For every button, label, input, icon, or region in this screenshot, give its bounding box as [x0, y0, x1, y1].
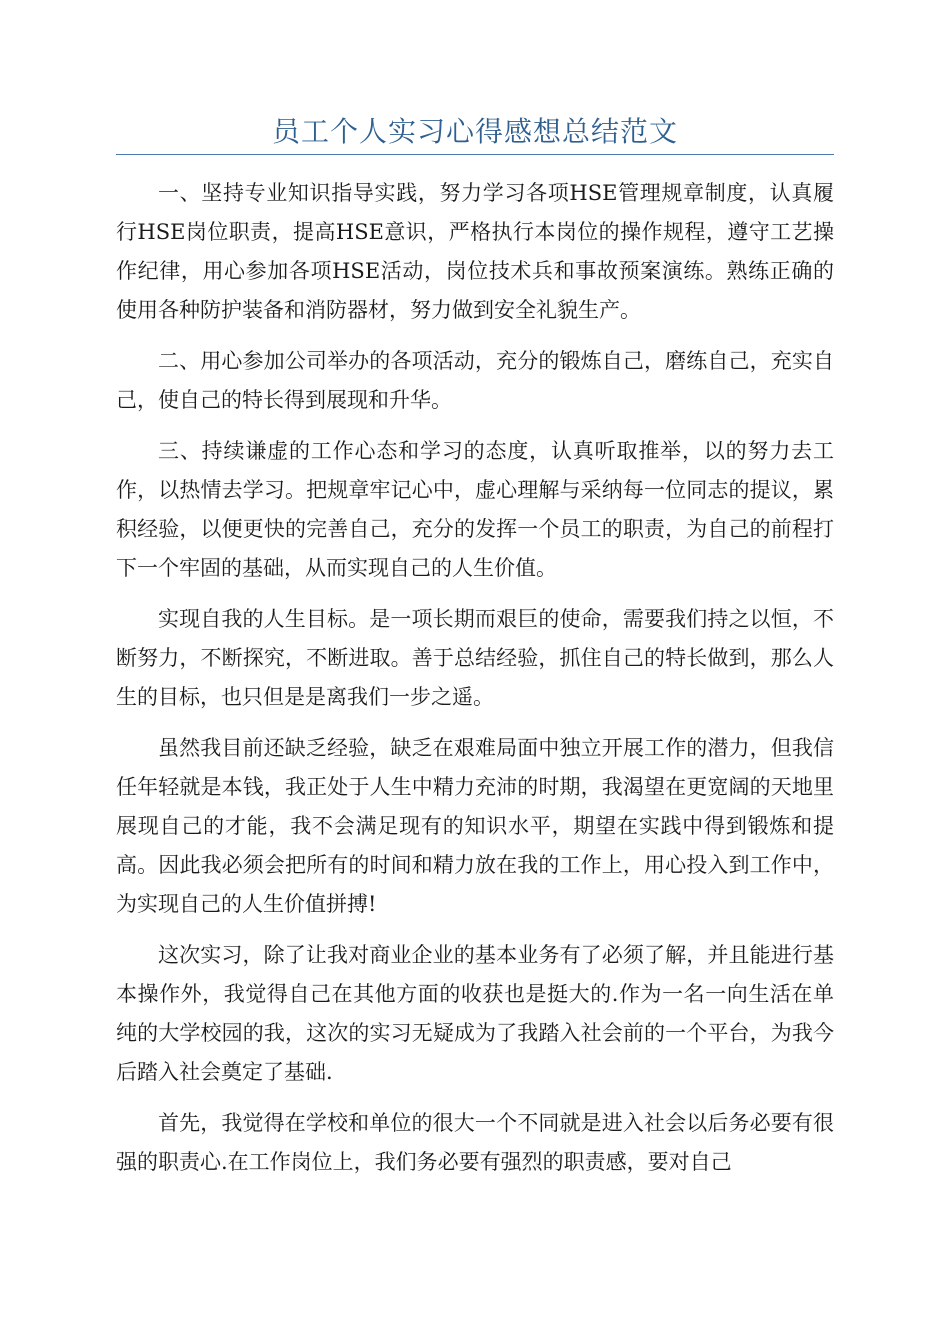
paragraph-4: 实现自我的人生目标。是一项长期而艰巨的使命，需要我们持之以恒，不断努力，不断探究，不断进取。善于总结经验，抓住自己的特长做到，那么人生的目标，也只但是是离我们一步之遥。	[116, 607, 834, 709]
paragraph-1: 一、坚持专业知识指导实践，努力学习各项HSE管理规章制度，认真履行HSE岗位职责，提高HSE意识，严格执行本岗位的操作规程，遵守工艺操作纪律，用心参加各项HSE活动，岗位技术兵和事故预案演练。熟练正确的使用各种防护装备和消防器材，努力做到安全礼貌生产。	[116, 181, 834, 322]
document-body	[116, 174, 834, 1194]
paragraph-5: 虽然我目前还缺乏经验，缺乏在艰难局面中独立开展工作的潜力，但我信任年轻就是本钱，我正处于人生中精力充沛的时期，我渴望在更宽阔的天地里展现自己的才能，我不会满足现有的知识水平，期望在实践中得到锻炼和提高。因此我必须会把所有的时间和精力放在我的工作上，用心投入到工作中，为实现自己的人生价值拼搏!	[116, 736, 834, 916]
paragraph-6: 这次实习，除了让我对商业企业的基本业务有了必须了解，并且能进行基本操作外，我觉得自己在其他方面的收获也是挺大的.作为一名一向生活在单纯的大学校园的我，这次的实习无疑成为了我踏入社会前的一个平台，为我今后踏入社会奠定了基础.	[116, 943, 834, 1084]
title-underline	[116, 154, 834, 155]
document-title: 员工个人实习心得感想总结范文	[271, 115, 678, 148]
paragraph-2: 二、用心参加公司举办的各项活动，充分的锻炼自己，磨练自己，充实自己，使自己的特长得到展现和升华。	[116, 349, 834, 412]
paragraph-7: 首先，我觉得在学校和单位的很大一个不同就是进入社会以后务必要有很强的职责心.在工作岗位上，我们务必要有强烈的职责感，要对自己	[116, 1111, 834, 1174]
paragraph-3: 三、持续谦虚的工作心态和学习的态度，认真听取推举，以的努力去工作，以热情去学习。把规章牢记心中，虚心理解与采纳每一位同志的提议，累积经验，以便更快的完善自己，充分的发挥一个员工的职责，为自己的前程打下一个牢固的基础，从而实现自己的人生价值。	[116, 439, 834, 580]
